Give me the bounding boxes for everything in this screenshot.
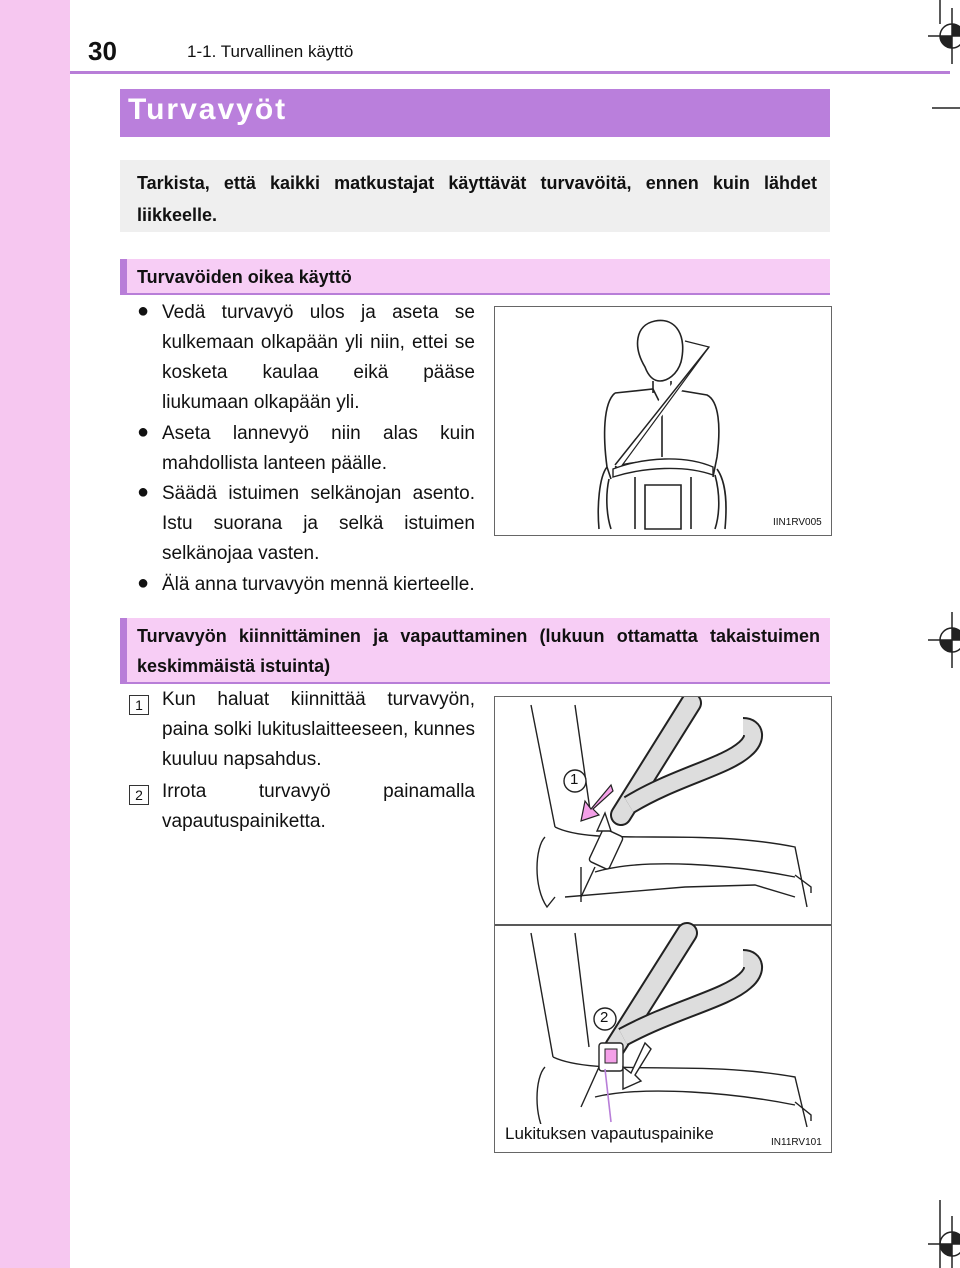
bullet-icon: ●	[137, 481, 150, 503]
page-number: 30	[88, 36, 117, 66]
step-text-2: Irrota turvavyö painamalla vapautuspainiketta.	[162, 781, 475, 832]
marker-2: 2	[600, 1009, 609, 1026]
release-button-callout: Lukituksen vapautuspainike	[505, 1124, 714, 1143]
bullet-icon: ●	[137, 572, 150, 594]
image-code: IIN1RV005	[773, 517, 822, 528]
bullet-text-1: Vedä turvavyö ulos ja aseta se kulkemaan olkapään yli niin, ettei se kosketa kaulaa eikä pääse liukumaan olkapään yli.	[162, 302, 475, 413]
section-heading-2-text: Turvavyön kiinnittäminen ja vapauttaminen (lukuun ottamatta takaistuimen keskimmäistä istuinta)	[137, 626, 820, 676]
illustration-seated-person	[494, 306, 832, 536]
side-tab	[0, 0, 70, 1268]
step-text-1: Kun haluat kiinnittää turvavyön, paina solki lukituslaitteeseen, kunnes kuuluu napsahdus.	[162, 689, 475, 770]
bullet-text-3: Säädä istuimen selkänojan asento. Istu suorana ja selkä istuimen selkänojaa vasten.	[162, 483, 475, 564]
bullet-text-2: Aseta lannevyö niin alas kuin mahdollista lanteen päälle.	[162, 423, 475, 474]
page-title: Turvavyöt	[128, 93, 288, 126]
step-number-1: 1	[129, 695, 149, 715]
bullet-text-4: Älä anna turvavyön mennä kierteelle.	[162, 574, 475, 595]
step-number-2: 2	[129, 785, 149, 805]
header-rule	[70, 71, 950, 74]
section-heading-1-text: Turvavöiden oikea käyttö	[137, 267, 352, 287]
image-code: IN11RV101	[771, 1137, 822, 1148]
bullet-icon: ●	[137, 421, 150, 443]
intro-text: Tarkista, että kaikki matkustajat käyttävät turvavöitä, ennen kuin lähdet liikkeelle.	[137, 173, 817, 225]
illustration-seat-belt-buckle	[494, 696, 832, 1153]
marker-1: 1	[570, 771, 579, 788]
bullet-icon: ●	[137, 300, 150, 322]
section-label: 1-1. Turvallinen käyttö	[187, 42, 354, 61]
seat-belt-buckle-icon	[495, 697, 831, 1152]
seated-person-icon	[495, 307, 831, 535]
